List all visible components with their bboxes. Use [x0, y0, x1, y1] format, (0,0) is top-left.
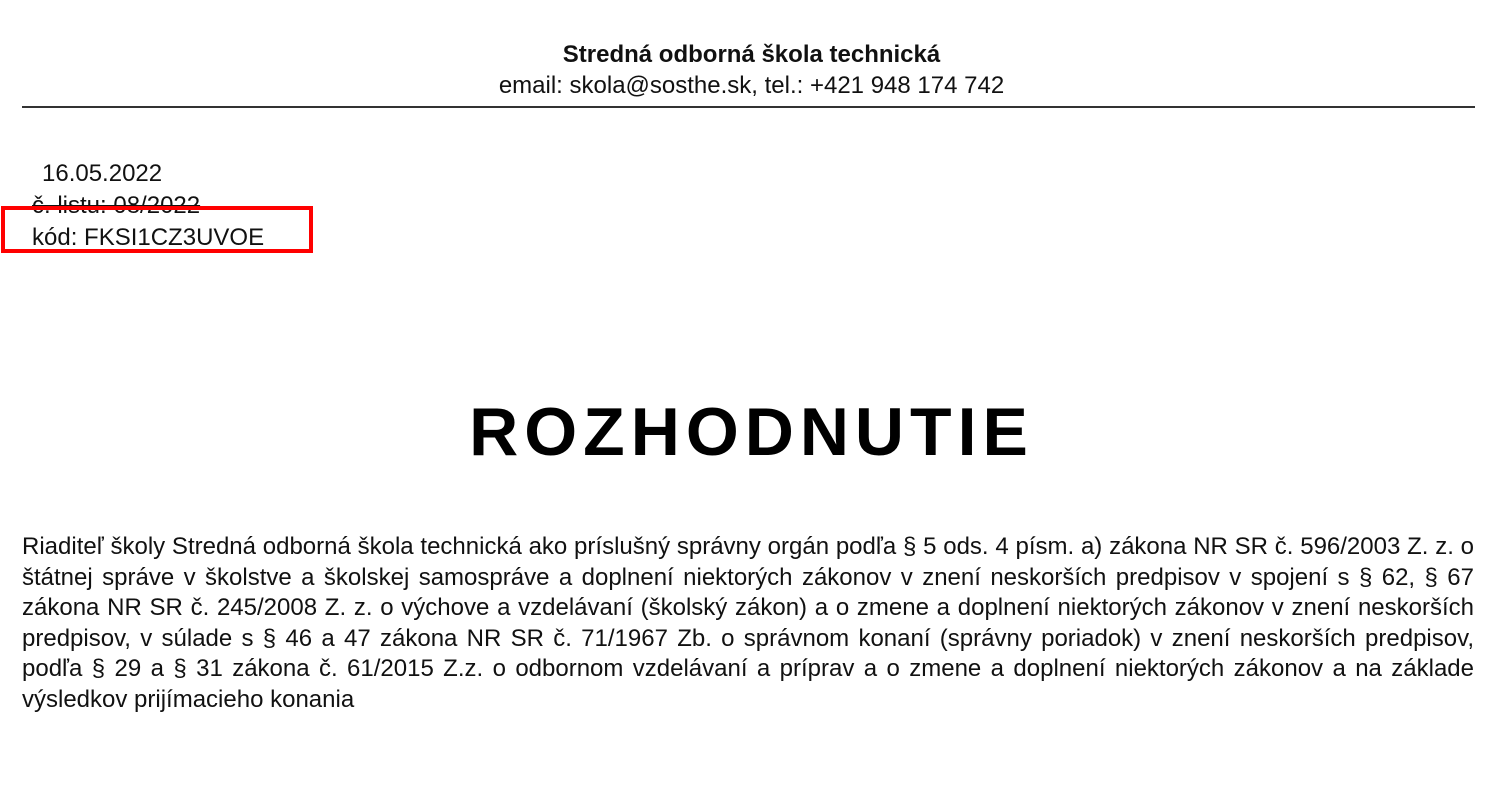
contact-line: email: skola@sosthe.sk, tel.: +421 948 174 742: [498, 72, 1005, 99]
header-divider: [22, 106, 1475, 108]
document-body: Riaditeľ školy Stredná odborná škola technická ako príslušný správny orgán podľa § 5 ods. 4 písm. a) zákona NR SR č. 596/2003 Z. z. o štátnej správe v školstve a školskej samospráve a doplnení niektorých zákonov v znení neskorších predpisov v spojení s § 62, § 67 zákona NR SR č. 245/2008 Z. z. o výchove a vzdelávaní (školský zákon) a o zmene a doplnení niektorých zákonov v znení neskorších predpisov, v súlade s § 46 a 47 zákona NR SR č. 71/1967 Zb. o správnom konaní (správny poriadok) v znení neskorších predpisov, podľa § 29 a § 31 zákona č. 61/2015 Z.z. o odbornom vzdelávaní a príprav a o zmene a doplnení niektorých zákonov a na základe výsledkov prijímacieho konania: [22, 533, 1474, 713]
letter-number: č. listu: 08/2022: [32, 192, 201, 219]
document-date: 16.05.2022: [42, 160, 163, 187]
document-title: ROZHODNUTIE: [469, 394, 1034, 470]
code-highlight-box: [1, 206, 313, 253]
document-header: [0, 40, 1503, 102]
school-name: Stredná odborná škola technická: [562, 41, 941, 68]
document-code: kód: FKSI1CZ3UVOE: [32, 224, 265, 251]
